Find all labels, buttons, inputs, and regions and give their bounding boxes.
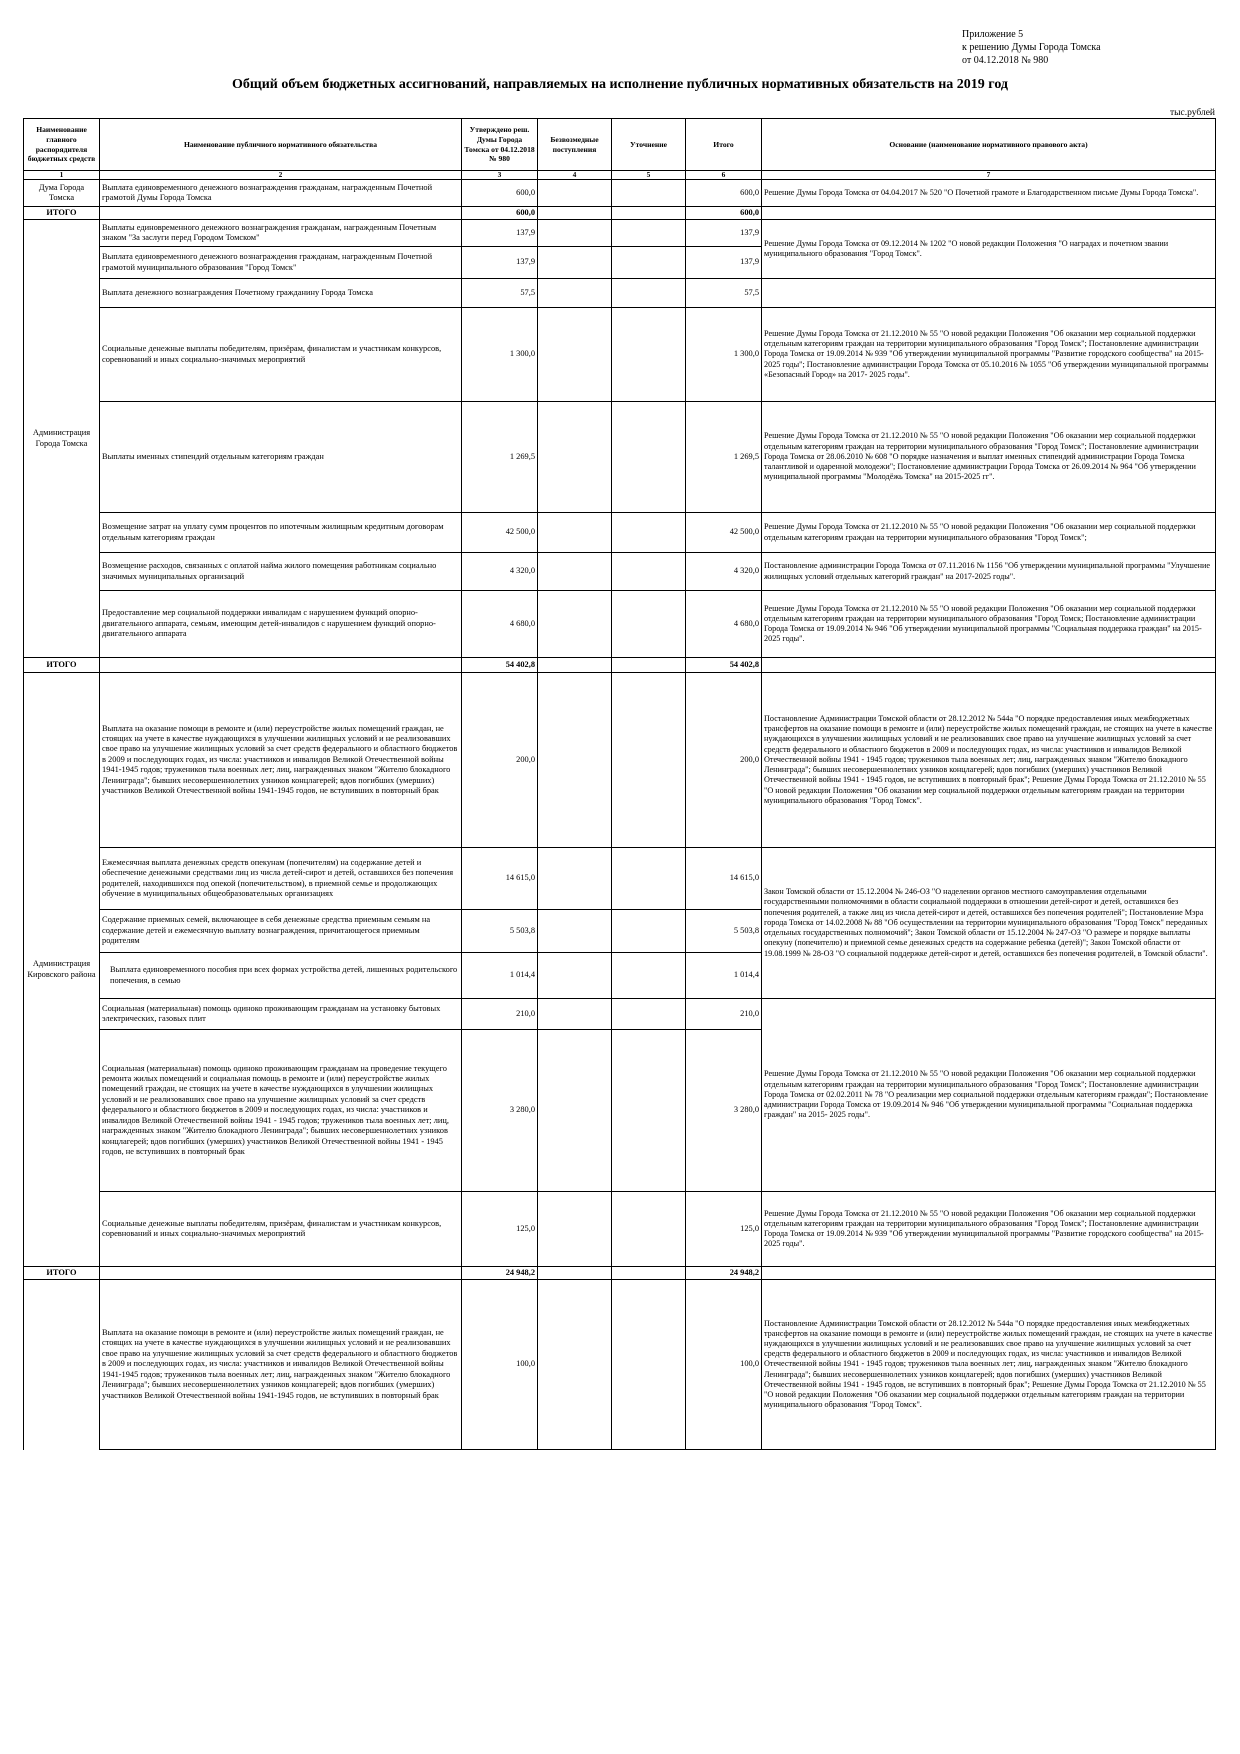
total-cell: 210,0 bbox=[686, 999, 762, 1030]
approved-cell: 57,5 bbox=[462, 279, 538, 308]
total-cell: 137,9 bbox=[686, 220, 762, 247]
approved-cell: 3 280,0 bbox=[462, 1030, 538, 1192]
obligation-cell: Возмещение затрат на уплату сумм процентов по ипотечным жилищным кредитным договорам отдельным категориям граждан bbox=[100, 513, 462, 553]
total-row bbox=[24, 1267, 1216, 1280]
basis-cell: Решение Думы Города Томска от 21.12.2010 № 55 "О новой редакции Положения "Об оказании мер социальной поддержки отдельным категориям граждан на территории муниципального образования "Город Томск; Постановление администрации Города Томска от 19.09.2014 № 946 "Об утверждении муниципальной программы "Социальная поддержка граждан" на 2015- 2025 годы". bbox=[762, 591, 1216, 658]
total-cell: 42 500,0 bbox=[686, 513, 762, 553]
total-approved: 24 948,2 bbox=[462, 1267, 538, 1280]
table-row bbox=[24, 308, 1216, 402]
table-row bbox=[24, 180, 1216, 207]
basis-cell: Постановление Администрации Томской области от 28.12.2012 № 544а "О порядке предоставления иных межбюджетных трансфертов на оказание помощи в ремонте и (или) переустройстве жилых помещений граждан, не стоящих на учете в качестве нуждающихся в улучшении жилищных условий и не реализовавших свое право на улучшение жилищных условий за счет средств федерального и областного бюджетов в 2009 и последующих годах, из числа: участников и инвалидов Великой Отечественной войны 1941 - 1945 годов; тружеников тыла военных лет; лиц, награжденных знаком "Жителю блокадного Ленинграда"; бывших несовершеннолетних узников концлагерей; вдов погибших (умерших) участников Великой Отечественной войны 1941 - 1945 годов, не вступивших в повторный брак"; Решение Думы Города Томска от 21.12.2010 № 55 "О новой редакции Положения "Об оказании мер социальной поддержки отдельным категориям граждан на территории муниципального образования "Город Томск". bbox=[762, 673, 1216, 848]
total-cell: 3 280,0 bbox=[686, 1030, 762, 1192]
total-cell: 14 615,0 bbox=[686, 848, 762, 910]
approved-cell: 4 320,0 bbox=[462, 553, 538, 591]
header-total: Итого bbox=[686, 119, 762, 171]
manager-cell bbox=[24, 1280, 100, 1450]
approved-cell: 210,0 bbox=[462, 999, 538, 1030]
total-cell: 1 014,4 bbox=[686, 953, 762, 999]
total-cell: 125,0 bbox=[686, 1192, 762, 1267]
column-number: 7 bbox=[762, 171, 1216, 180]
total-approved: 600,0 bbox=[462, 207, 538, 220]
approved-cell: 4 680,0 bbox=[462, 591, 538, 658]
total-row bbox=[24, 207, 1216, 220]
obligation-cell: Выплата на оказание помощи в ремонте и (или) переустройстве жилых помещений граждан, не стоящих на учете в качестве нуждающихся в улучшении жилищных условий и не реализовавших свое право на улучшение жилищных условий за счет средств федерального и областного бюджетов в 2009 и последующих годах, из числа: участников и инвалидов Великой Отечественной войны 1941-1945 годов; тружеников тыла военных лет; лиц, награжденных знаком "Жителю блокадного Ленинграда"; бывших несовершеннолетних узников концлагерей; вдов погибших (умерших) участников Великой Отечественной войны 1941-1945 годов, не вступивших в повторный брак bbox=[100, 1280, 462, 1450]
manager-cell: Администрация Кировского района bbox=[24, 673, 100, 1267]
approved-cell: 137,9 bbox=[462, 247, 538, 279]
total-cell: 4 680,0 bbox=[686, 591, 762, 658]
total-label: ИТОГО bbox=[24, 1267, 100, 1280]
approved-cell: 5 503,8 bbox=[462, 910, 538, 953]
total-cell: 1 300,0 bbox=[686, 308, 762, 402]
approved-cell: 600,0 bbox=[462, 180, 538, 207]
total-cell: 200,0 bbox=[686, 673, 762, 848]
appendix-note bbox=[962, 28, 1101, 67]
column-number: 5 bbox=[612, 171, 686, 180]
clarification-cell bbox=[612, 180, 686, 207]
grants-cell bbox=[538, 180, 612, 207]
basis-cell: Решение Думы Города Томска от 21.12.2010 № 55 "О новой редакции Положения "Об оказании мер социальной поддержки отдельным категориям граждан на территории муниципального образования "Город Томск"; Постановление администрации Города Томска от 28.06.2010 № 608 "О порядке назначения и выплат именных стипендий администрации Города Томска талантливой и одаренной молодежи"; Постановление администрации Города Томска от 26.09.2014 № 964 "Об утверждении муниципальной программы "Молодёжь Томска" на 2015-2025 гг". bbox=[762, 402, 1216, 513]
header-obligation: Наименование публичного нормативного обязательства bbox=[100, 119, 462, 171]
approved-cell: 137,9 bbox=[462, 220, 538, 247]
obligation-cell: Социальные денежные выплаты победителям, призёрам, финалистам и участникам конкурсов, соревнований и иных социально-значимых мероприятий bbox=[100, 308, 462, 402]
table-row bbox=[24, 591, 1216, 658]
obligation-cell: Выплата единовременного пособия при всех формах устройства детей, лишенных родительского попечения, в семью bbox=[100, 953, 462, 999]
basis-cell: Постановление Администрации Томской области от 28.12.2012 № 544а "О порядке предоставления иных межбюджетных трансфертов на оказание помощи в ремонте и (или) переустройстве жилых помещений граждан, не стоящих на учете в качестве нуждающихся в улучшении жилищных условий и не реализовавших свое право на улучшение жилищных условий за счет средств федерального и областного бюджетов в 2009 и последующих годах, из числа: участников и инвалидов Великой Отечественной войны 1941 - 1945 годов; тружеников тыла военных лет; лиц, награжденных знаком "Жителю блокадного Ленинграда"; бывших несовершеннолетних узников концлагерей; вдов погибших (умерших) участников Великой Отечественной войны 1941 - 1945 годов, не вступивших в повторный брак"; Решение Думы Города Томска от 21.12.2010 № 55 "О новой редакции Положения "Об оказании мер социальной поддержки отдельным категориям граждан на территории муниципального образования "Город Томск". bbox=[762, 1280, 1216, 1450]
total-sum: 54 402,8 bbox=[686, 658, 762, 673]
obligation-cell: Социальные денежные выплаты победителям, призёрам, финалистам и участникам конкурсов, соревнований и иных социально-значимых мероприятий bbox=[100, 1192, 462, 1267]
total-cell: 57,5 bbox=[686, 279, 762, 308]
approved-cell: 1 269,5 bbox=[462, 402, 538, 513]
header-clarification: Уточнение bbox=[612, 119, 686, 171]
obligation-cell: Социальная (материальная) помощь одиноко проживающим гражданам на проведение текущего ремонта жилых помещений и социальная помощь в ремонте и (или) переустройстве жилых помещений граждан, не стоящих на учете в качестве нуждающихся в улучшении жилищных условий и не реализовавших свое право на улучшение жилищных условий за счет средств федерального и областного бюджетов в 2009 и последующих годах, из числа: участников и инвалидов Великой Отечественной войны 1941 - 1945 годов; тружеников тыла военных лет; лиц, награжденных знаком "Жителю блокадного Ленинграда"; бывших несовершеннолетних узников концлагерей; вдов погибших (умерших) участников Великой Отечественной войны 1941 - 1945 годов, не вступивших в повторный брак bbox=[100, 1030, 462, 1192]
obligation-cell: Социальная (материальная) помощь одиноко проживающим гражданам на установку бытовых электрических, газовых плит bbox=[100, 999, 462, 1030]
total-cell: 5 503,8 bbox=[686, 910, 762, 953]
obligation-cell: Выплата денежного вознаграждения Почетному гражданину Города Томска bbox=[100, 279, 462, 308]
obligation-cell: Возмещение расходов, связанных с оплатой найма жилого помещения работникам социально значимых муниципальных организаций bbox=[100, 553, 462, 591]
basis-cell: Решение Думы Города Томска от 21.12.2010 № 55 "О новой редакции Положения "Об оказании мер социальной поддержки отдельным категориям граждан на территории муниципального образования "Город Томск"; Постановление администрации Города Томска от 02.02.2011 № 78 "О реализации мер социальной поддержки отдельным категориям граждан"; Постановление администрации Города Томска от 19.09.2014 № 946 "Об утверждении муниципальной программы "Социальная поддержка граждан" на 2015- 2025 годы". bbox=[762, 999, 1216, 1192]
obligations-table bbox=[23, 118, 1216, 1450]
appendix-line: Приложение 5 bbox=[962, 29, 1024, 40]
obligation-cell: Предоставление мер социальной поддержки инвалидам с нарушением функций опорно-двигательного аппарата, семьям, имеющим детей-инвалидов с нарушением функций опорно-двигательного аппарата bbox=[100, 591, 462, 658]
obligation-cell: Ежемесячная выплата денежных средств опекунам (попечителям) на содержание детей и обеспечение денежными средствами лиц из числа детей-сирот и детей, оставшихся без попечения родителей, находившихся под опекой (попечительством), в приемной семье и продолжающих обучение в муниципальных общеобразовательных организациях bbox=[100, 848, 462, 910]
header-grants: Безвозмедные поступления bbox=[538, 119, 612, 171]
manager-cell: Администрация Города Томска bbox=[24, 220, 100, 658]
table-row bbox=[24, 553, 1216, 591]
table-row bbox=[24, 1192, 1216, 1267]
table-row bbox=[24, 848, 1216, 910]
column-number: 6 bbox=[686, 171, 762, 180]
total-sum: 600,0 bbox=[686, 207, 762, 220]
units-label: тыс.рублей bbox=[1169, 108, 1215, 118]
total-cell: 137,9 bbox=[686, 247, 762, 279]
approved-cell: 42 500,0 bbox=[462, 513, 538, 553]
header-manager: Наименование главного распорядителя бюджетных средств bbox=[24, 119, 100, 171]
total-approved: 54 402,8 bbox=[462, 658, 538, 673]
basis-cell: Решение Думы Города Томска от 21.12.2010 № 55 "О новой редакции Положения "Об оказании мер социальной поддержки отдельным категориям граждан на территории муниципального образования "Город Томск"; bbox=[762, 513, 1216, 553]
obligation-cell: Выплата единовременного денежного вознаграждения гражданам, награжденным Почетной грамотой Думы Города Томска bbox=[100, 180, 462, 207]
total-cell: 4 320,0 bbox=[686, 553, 762, 591]
total-cell: 600,0 bbox=[686, 180, 762, 207]
header-approved: Утверждено реш. Думы Города Томска от 04.12.2018 № 980 bbox=[462, 119, 538, 171]
total-label: ИТОГО bbox=[24, 207, 100, 220]
basis-cell: Решение Думы Города Томска от 21.12.2010 № 55 "О новой редакции Положения "Об оказании мер социальной поддержки отдельным категориям граждан на территории муниципального образования "Город Томск"; Постановление администрации Города Томска от 19.09.2014 № 939 "Об утверждении муниципальной программы "Развитие городского сообщества" на 2015-2025 годы"; Постановление администрации Города Томска от 05.10.2016 № 1055 "Об утверждении муниципальной программы «Безопасный Город» на 2017- 2025 годы". bbox=[762, 308, 1216, 402]
total-row bbox=[24, 658, 1216, 673]
approved-cell: 1 300,0 bbox=[462, 308, 538, 402]
table-row bbox=[24, 999, 1216, 1030]
obligation-cell: Выплаты именных стипендий отдельным категориям граждан bbox=[100, 402, 462, 513]
table-row bbox=[24, 513, 1216, 553]
header-row bbox=[24, 119, 1216, 171]
total-cell: 100,0 bbox=[686, 1280, 762, 1450]
column-number: 1 bbox=[24, 171, 100, 180]
obligation-cell: Содержание приемных семей, включающее в себя денежные средства приемным семьям на содержание детей и ежемесячную выплату вознаграждения, причитающегося приемным родителям bbox=[100, 910, 462, 953]
table-row bbox=[24, 220, 1216, 247]
column-number: 4 bbox=[538, 171, 612, 180]
obligation-cell: Выплата на оказание помощи в ремонте и (или) переустройстве жилых помещений граждан, не стоящих на учете в качестве нуждающихся в улучшении жилищных условий и не реализовавших свое право на улучшение жилищных условий за счет средств федерального и областного бюджетов в 2009 и последующих годах, из числа: участников и инвалидов Великой Отечественной войны 1941-1945 годов; тружеников тыла военных лет; лиц, награжденных знаком "Жителю блокадного Ленинграда"; бывших несовершеннолетних узников концлагерей; вдов погибших (умерших) участников Великой Отечественной войны 1941-1945 годов, не вступивших в повторный брак bbox=[100, 673, 462, 848]
obligation-cell: Выплата единовременного денежного вознаграждения гражданам, награжденным Почетной грамотой муниципального образования "Город Томск" bbox=[100, 247, 462, 279]
basis-cell: Закон Томской области от 15.12.2004 № 246-ОЗ "О наделении органов местного самоуправления отдельными государственными полномочиями в области социальной поддержки в отношении детей-сирот и детей, оставшихся без попечения родителей, а также лиц из числа детей-сирот и детей, оставшихся без попечения родителей"; Постановление Мэра города Томска от 14.02.2008 № 88 "Об осуществлении на территории муниципального образования "Город Томск" переданных отдельных государственных полномочий"; Закон Томской области от 15.12.2004 № 247-ОЗ "О размере и порядке выплаты опекуну (попечителю) и приемной семье денежных средств на содержание ребенка (детей)"; Закон Томской области от 19.08.1999 № 28-ОЗ "О социальной поддержке детей-сирот и детей, оставшихся без попечения родителей, в Томской области". bbox=[762, 848, 1216, 999]
table-row bbox=[24, 1280, 1216, 1450]
basis-cell: Постановление администрации Города Томска от 07.11.2016 № 1156 "Об утверждении муниципальной программы "Улучшение жилищных условий отдельных категорий граждан" на 2017-2025 годы". bbox=[762, 553, 1216, 591]
table-row bbox=[24, 279, 1216, 308]
header-basis: Основание (наименование нормативного правового акта) bbox=[762, 119, 1216, 171]
document-title: Общий объем бюджетных ассигнований, направляемых на исполнение публичных нормативных обязательств на 2019 год bbox=[231, 77, 1008, 92]
approved-cell: 200,0 bbox=[462, 673, 538, 848]
column-number: 2 bbox=[100, 171, 462, 180]
basis-cell: Решение Думы Города Томска от 09.12.2014 № 1202 "О новой редакции Положения "О наградах и почетном звании муниципального образования "Город Томск". bbox=[762, 220, 1216, 279]
table-row bbox=[24, 673, 1216, 848]
total-label: ИТОГО bbox=[24, 658, 100, 673]
appendix-line: от 04.12.2018 № 980 bbox=[962, 55, 1049, 66]
manager-cell: Дума Города Томска bbox=[24, 180, 100, 207]
approved-cell: 100,0 bbox=[462, 1280, 538, 1450]
approved-cell: 1 014,4 bbox=[462, 953, 538, 999]
obligation-cell: Выплаты единовременного денежного вознаграждения гражданам, награжденным Почетным знаком "За заслуги перед Городом Томском" bbox=[100, 220, 462, 247]
approved-cell: 125,0 bbox=[462, 1192, 538, 1267]
approved-cell: 14 615,0 bbox=[462, 848, 538, 910]
total-sum: 24 948,2 bbox=[686, 1267, 762, 1280]
total-cell: 1 269,5 bbox=[686, 402, 762, 513]
basis-cell: Решение Думы Города Томска от 04.04.2017 № 520 "О Почетной грамоте и Благодарственном письме Думы Города Томска". bbox=[762, 180, 1216, 207]
column-numbers-row bbox=[24, 171, 1216, 180]
appendix-line: к решению Думы Города Томска bbox=[962, 42, 1101, 53]
column-number: 3 bbox=[462, 171, 538, 180]
basis-cell: Решение Думы Города Томска от 21.12.2010 № 55 "О новой редакции Положения "Об оказании мер социальной поддержки отдельным категориям граждан на территории муниципального образования "Город Томск"; Постановление администрации Города Томска от 19.09.2014 № 939 "Об утверждении муниципальной программы "Развитие городского сообщества" на 2015-2025 годы". bbox=[762, 1192, 1216, 1267]
table-row bbox=[24, 402, 1216, 513]
